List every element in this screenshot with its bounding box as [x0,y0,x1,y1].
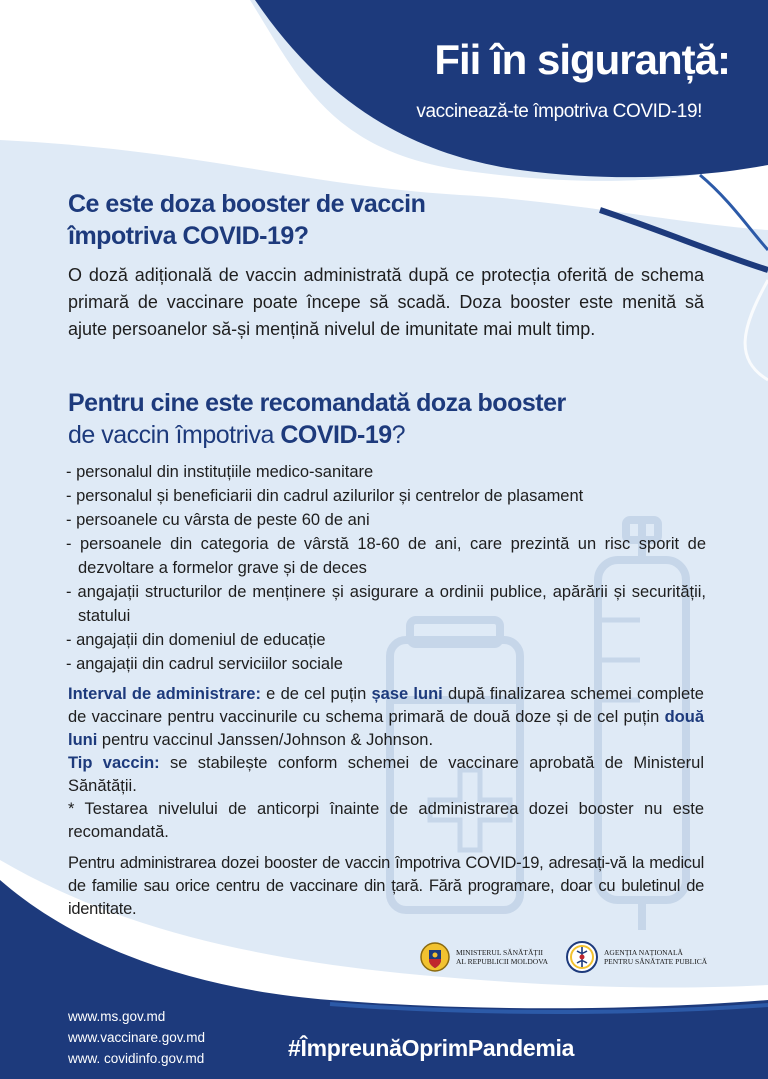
public-health-agency-emblem-icon [566,940,598,974]
question-booster-definition [68,188,628,252]
interval-paragraph [68,683,704,752]
list-item: - persoanele cu vârsta de peste 60 de ani [66,511,370,529]
vaccine-type-label: Tip vaccin: [68,754,160,772]
list-item: - angajații din cadrul serviciilor sociale [66,655,343,673]
question-emphasis: COVID-19 [280,421,392,449]
vaccine-type-text: se stabilește conform schemei de vaccinare aprobată de Ministerul Sănătății. [68,754,704,795]
footer-link[interactable]: www.ms.gov.md [68,1009,166,1024]
question-text: de vaccin împotriva [68,421,281,449]
list-item: - angajații din domeniul de educație [66,631,326,649]
list-item: - persoanele din categoria de vârstă 18-60 de ani, care prezintă un risc sporit de dezvoltare a formelor grave și de deces [66,535,706,577]
agency-logo [566,937,716,977]
closing-paragraph: Pentru administrarea dozei booster de vaccin împotriva COVID-19, adresați-vă la medicul de familie sau orice centru de vaccinare din țară. Fără programare, doar cu buletinul de identitate. [68,854,704,918]
interval-label: Interval de administrare: [68,685,261,703]
interval-emphasis: șase luni [371,685,443,703]
administration-info [68,683,704,844]
question-mark: ? [391,421,406,449]
interval-text: pentru vaccinul Janssen/Johnson & Johnson. [97,731,434,749]
coat-of-arms-icon [420,940,450,974]
antibody-note: * Testarea nivelului de anticorpi înainte de administrarea dozei booster nu este recomandată. [68,800,704,841]
interval-emphasis: două luni [68,708,704,749]
agency-name: AGENȚIA NAȚIONALĂ PENTRU SĂNĂTATE PUBLICĂ [604,948,708,966]
interval-text: e de cel puțin [260,685,372,703]
campaign-hashtag: #ÎmpreunăOprimPandemia [288,1035,575,1061]
recipients-list [66,460,706,676]
poster-title: Fii în siguranță: [434,36,730,83]
footer-links [68,1006,288,1069]
list-item: - personalul din instituțiile medico-sanitare [66,463,374,481]
ministry-name: MINISTERUL SĂNĂTĂȚII AL REPUBLICII MOLDOVA [456,948,549,966]
list-item: - angajații structurilor de menținere și asigurare a ordinii publice, apărării și securității, statului [66,583,706,625]
question-booster-recipients [68,387,728,451]
question-line [68,419,728,451]
question-line: Pentru cine este recomandată doza booster [68,389,566,417]
footer-link[interactable]: www.vaccinare.gov.md [68,1030,206,1045]
question-line: Ce este doza booster de vaccin [68,190,426,218]
answer-booster-definition: O doză adițională de vaccin administrată după ce protecția oferită de schema primară de vaccinare poate începe să scadă. Doza booster este menită să ajute persoanelor să-și mențină nivelul de imunitate mai mult timp. [68,265,704,339]
ministry-logo [420,937,560,977]
interval-text: după finalizarea schemei complete de vaccinare pentru vaccinurile cu schema primară de două doze și de cel puțin [68,685,704,726]
list-item: - personalul și beneficiarii din cadrul azilurilor și centrelor de plasament [66,487,584,505]
vaccine-type-paragraph [68,752,704,798]
poster-subtitle: vaccinează-te împotriva COVID-19! [416,101,702,122]
question-line: împotriva COVID-19? [68,222,309,250]
footer-link[interactable]: www. covidinfo.gov.md [68,1051,205,1066]
